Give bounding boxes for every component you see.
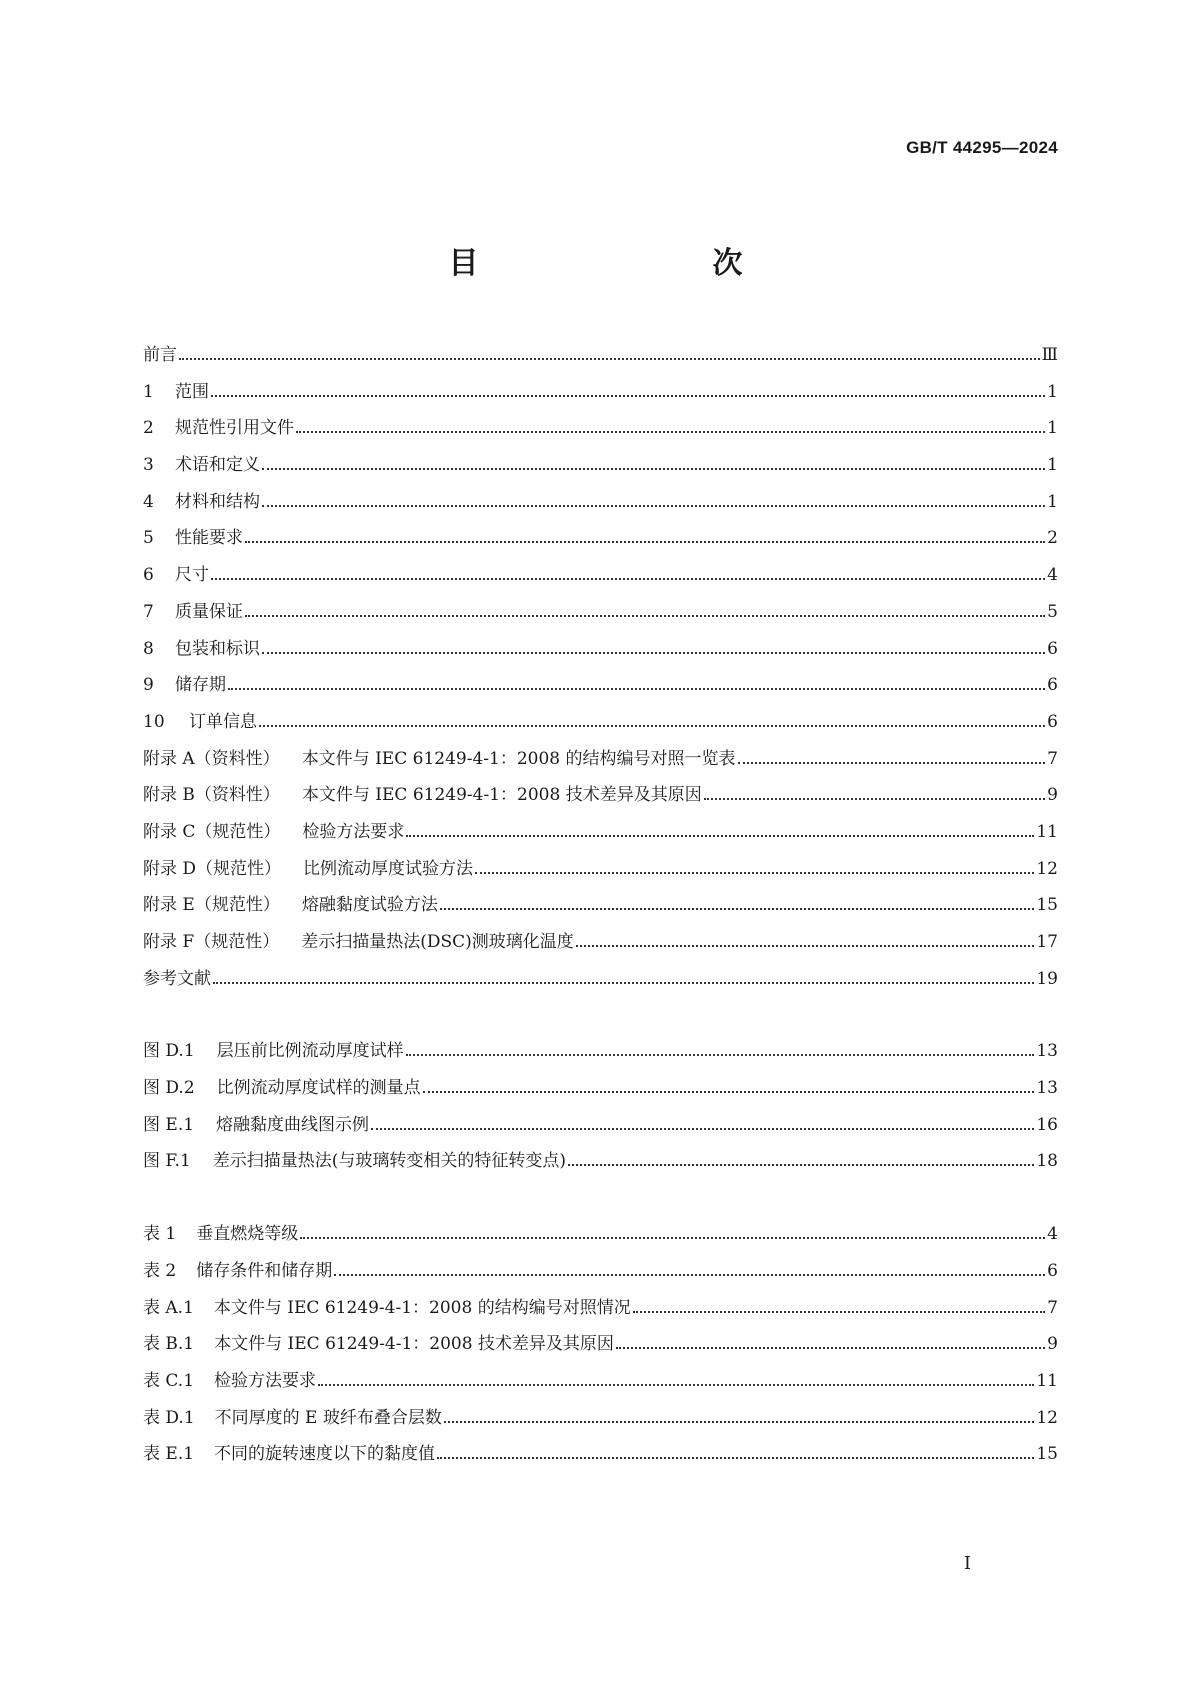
toc-entry-materials-structure[interactable] <box>143 487 1058 524</box>
toc-figure-entry[interactable] <box>143 1036 1058 1073</box>
toc-entry-number: 附录 B（资料性） <box>143 785 280 806</box>
toc-leader <box>334 1274 1045 1276</box>
toc-entry-performance[interactable] <box>143 523 1058 560</box>
toc-table-entry[interactable] <box>143 1293 1058 1330</box>
standard-code <box>906 138 1058 158</box>
toc-entry-scope[interactable] <box>143 377 1058 414</box>
toc-leader <box>406 1054 1035 1056</box>
toc-entry-number: 表 2 <box>143 1260 177 1281</box>
toc-entry-number: 表 E.1 <box>143 1444 195 1465</box>
toc-entry-text: 检验方法要求 <box>214 1370 317 1391</box>
toc-figure-entry[interactable] <box>143 1146 1058 1183</box>
toc-entry-number: 4 <box>143 491 154 512</box>
toc-entry-page: 15 <box>1036 895 1058 916</box>
toc-entry-quality-assurance[interactable] <box>143 597 1058 634</box>
toc-entry-page: 11 <box>1036 1370 1058 1391</box>
toc-table-entry[interactable] <box>143 1256 1058 1293</box>
toc-entry-text: 规范性引用文件 <box>175 418 294 439</box>
toc-entry-page: 13 <box>1036 1041 1058 1062</box>
page-title: 目 次 <box>448 246 801 281</box>
toc-entry-text: 本文件与 IEC 61249-4-1：2008 技术差异及其原因 <box>214 1334 614 1355</box>
toc-entry-bibliography[interactable] <box>143 964 1058 1001</box>
toc-leader <box>262 652 1045 654</box>
toc-entry-page: 7 <box>1047 748 1058 769</box>
toc-leader <box>296 431 1045 433</box>
toc-table-entry[interactable] <box>143 1366 1058 1403</box>
toc-leader <box>423 1091 1035 1093</box>
toc-entry-page: Ⅲ <box>1041 345 1058 365</box>
toc-entry-text: 检验方法要求 <box>302 821 405 842</box>
toc-leader <box>444 1421 1034 1423</box>
toc-entry-annex-c[interactable] <box>143 817 1058 854</box>
toc-leader <box>259 725 1045 727</box>
toc-table-entry[interactable] <box>143 1403 1058 1440</box>
toc-leader <box>475 872 1034 874</box>
toc-entry-number: 图 E.1 <box>143 1114 195 1135</box>
toc-entry-page: 6 <box>1047 1260 1058 1281</box>
toc-entry-number: 图 F.1 <box>143 1151 191 1172</box>
toc-entry-text: 差示扫描量热法(DSC)测玻璃化温度 <box>301 932 574 952</box>
toc-leader <box>406 835 1034 837</box>
toc-entry-page: 18 <box>1036 1151 1058 1172</box>
toc-entry-page: 4 <box>1047 565 1058 586</box>
standard-code-number: 44295—2024 <box>952 138 1058 157</box>
toc-entry-page: 1 <box>1047 491 1058 512</box>
toc-entry-number: 5 <box>143 528 154 549</box>
toc-entry-text: 层压前比例流动厚度试样 <box>216 1041 404 1062</box>
toc-entry-page: 6 <box>1047 675 1058 696</box>
toc-entry-number: 表 B.1 <box>143 1334 195 1355</box>
toc-entry-number: 图 D.1 <box>143 1041 195 1062</box>
toc-entry-page: 11 <box>1036 821 1058 842</box>
toc-entry-text: 性能要求 <box>175 528 243 549</box>
toc-main-section <box>143 340 1058 1000</box>
toc-leader <box>616 1347 1045 1349</box>
toc-entry-page: 6 <box>1047 638 1058 659</box>
toc-entry-annex-d[interactable] <box>143 854 1058 891</box>
toc-entry-text: 尺寸 <box>175 565 209 586</box>
toc-entry-page: 9 <box>1047 1334 1058 1355</box>
toc-leader <box>228 688 1045 690</box>
toc-entry-number: 8 <box>143 638 154 659</box>
toc-figure-entry[interactable] <box>143 1073 1058 1110</box>
toc-table-entry[interactable] <box>143 1219 1058 1256</box>
toc-entry-annex-f[interactable] <box>143 927 1058 964</box>
toc-entry-terms-definitions[interactable] <box>143 450 1058 487</box>
toc-entry-text: 参考文献 <box>143 968 211 989</box>
toc-entry-annex-e[interactable] <box>143 890 1058 927</box>
toc-entry-text: 熔融黏度试验方法 <box>301 895 438 916</box>
toc-leader <box>568 1164 1034 1166</box>
toc-entry-number: 9 <box>143 675 154 696</box>
toc-entry-page: 12 <box>1036 1407 1058 1428</box>
toc-entry-dimensions[interactable] <box>143 560 1058 597</box>
toc-entry-text: 不同的旋转速度以下的黏度值 <box>214 1444 436 1465</box>
toc-figures-section <box>143 1036 1058 1183</box>
toc-entry-number: 附录 F（规范性） <box>143 932 280 952</box>
toc-entry-number: 3 <box>143 455 154 476</box>
toc-entry-foreword[interactable] <box>143 340 1058 377</box>
toc-leader <box>300 1237 1045 1239</box>
toc-entry-text: 储存期 <box>175 675 226 696</box>
toc-entry-page: 2 <box>1047 528 1058 549</box>
toc-entry-text: 术语和定义 <box>175 455 260 476</box>
toc-figure-entry[interactable] <box>143 1110 1058 1147</box>
toc-entry-number: 表 D.1 <box>143 1407 195 1428</box>
toc-entry-packaging-marking[interactable] <box>143 634 1058 671</box>
toc-leader <box>213 982 1034 984</box>
toc-entry-number: 表 C.1 <box>143 1370 195 1391</box>
toc-entry-page: 13 <box>1036 1078 1058 1099</box>
toc-entry-page: 1 <box>1047 455 1058 476</box>
toc-entry-number: 附录 C（规范性） <box>143 821 281 842</box>
toc-entry-text: 比例流动厚度试验方法 <box>303 858 474 879</box>
toc-entry-number: 附录 E（规范性） <box>143 895 280 916</box>
toc-entry-text: 前言 <box>143 345 177 365</box>
toc-leader <box>440 908 1035 910</box>
toc-entry-text: 范围 <box>175 381 209 402</box>
toc-leader <box>371 1128 1034 1130</box>
toc-table-entry[interactable] <box>143 1439 1058 1476</box>
toc-entry-text: 垂直燃烧等级 <box>196 1224 299 1245</box>
toc-leader <box>437 1457 1034 1459</box>
toc-leader <box>262 468 1045 470</box>
toc-entry-page: 1 <box>1047 381 1058 402</box>
toc-entry-text: 差示扫描量热法(与玻璃转变相关的特征转变点) <box>212 1151 567 1172</box>
toc-leader <box>245 541 1045 543</box>
table-of-contents <box>143 340 1058 1476</box>
standard-code-prefix: GB/T <box>906 138 948 157</box>
toc-entry-number: 图 D.2 <box>143 1078 195 1099</box>
toc-leader <box>211 578 1045 580</box>
toc-entry-text: 材料和结构 <box>175 491 260 512</box>
toc-entry-page: 12 <box>1036 858 1058 879</box>
toc-entry-page: 16 <box>1036 1114 1058 1135</box>
toc-leader <box>704 798 1045 800</box>
toc-leader <box>633 1311 1045 1313</box>
toc-leader <box>211 395 1045 397</box>
toc-tables-section <box>143 1219 1058 1476</box>
toc-entry-number: 1 <box>143 381 154 402</box>
toc-leader <box>576 945 1035 947</box>
toc-entry-text: 本文件与 IEC 61249-4-1：2008 的结构编号对照一览表 <box>301 748 736 769</box>
toc-entry-text: 质量保证 <box>175 601 243 622</box>
toc-leader <box>179 358 1040 360</box>
toc-entry-order-information[interactable] <box>143 707 1058 744</box>
toc-leader <box>245 615 1045 617</box>
toc-entry-number: 附录 D（规范性） <box>143 858 282 879</box>
toc-entry-storage-life[interactable] <box>143 670 1058 707</box>
toc-entry-normative-references[interactable] <box>143 413 1058 450</box>
toc-entry-number: 7 <box>143 601 154 622</box>
toc-entry-page: 5 <box>1047 601 1058 622</box>
toc-entry-page: 15 <box>1036 1444 1058 1465</box>
toc-entry-text: 本文件与 IEC 61249-4-1：2008 技术差异及其原因 <box>301 785 702 806</box>
toc-leader <box>262 505 1045 507</box>
toc-entry-text: 订单信息 <box>189 711 257 732</box>
toc-entry-number: 6 <box>143 565 154 586</box>
toc-entry-page: 9 <box>1047 785 1058 806</box>
toc-entry-page: 17 <box>1036 932 1058 952</box>
toc-entry-number: 表 A.1 <box>143 1297 194 1318</box>
toc-entry-annex-a[interactable] <box>143 744 1058 781</box>
toc-leader <box>318 1384 1034 1386</box>
toc-entry-page: 19 <box>1036 968 1058 989</box>
page-number: Ⅰ <box>963 1553 971 1574</box>
toc-entry-text: 熔融黏度曲线图示例 <box>216 1114 370 1135</box>
toc-entry-text: 本文件与 IEC 61249-4-1：2008 的结构编号对照情况 <box>213 1297 631 1318</box>
toc-entry-page: 7 <box>1047 1297 1058 1318</box>
toc-entry-annex-b[interactable] <box>143 780 1058 817</box>
toc-entry-number: 附录 A（资料性） <box>143 748 280 769</box>
toc-entry-text: 包装和标识 <box>175 638 260 659</box>
toc-entry-text: 比例流动厚度试样的测量点 <box>216 1078 421 1099</box>
toc-entry-page: 6 <box>1047 711 1058 732</box>
toc-entry-number: 表 1 <box>143 1224 177 1245</box>
toc-entry-text: 储存条件和储存期 <box>196 1260 333 1281</box>
toc-table-entry[interactable] <box>143 1329 1058 1366</box>
toc-entry-text: 不同厚度的 E 玻纤布叠合层数 <box>214 1407 442 1428</box>
toc-entry-page: 1 <box>1047 418 1058 439</box>
toc-leader <box>738 762 1046 764</box>
toc-entry-number: 2 <box>143 418 154 439</box>
toc-entry-number: 10 <box>143 711 165 732</box>
toc-entry-page: 4 <box>1047 1224 1058 1245</box>
